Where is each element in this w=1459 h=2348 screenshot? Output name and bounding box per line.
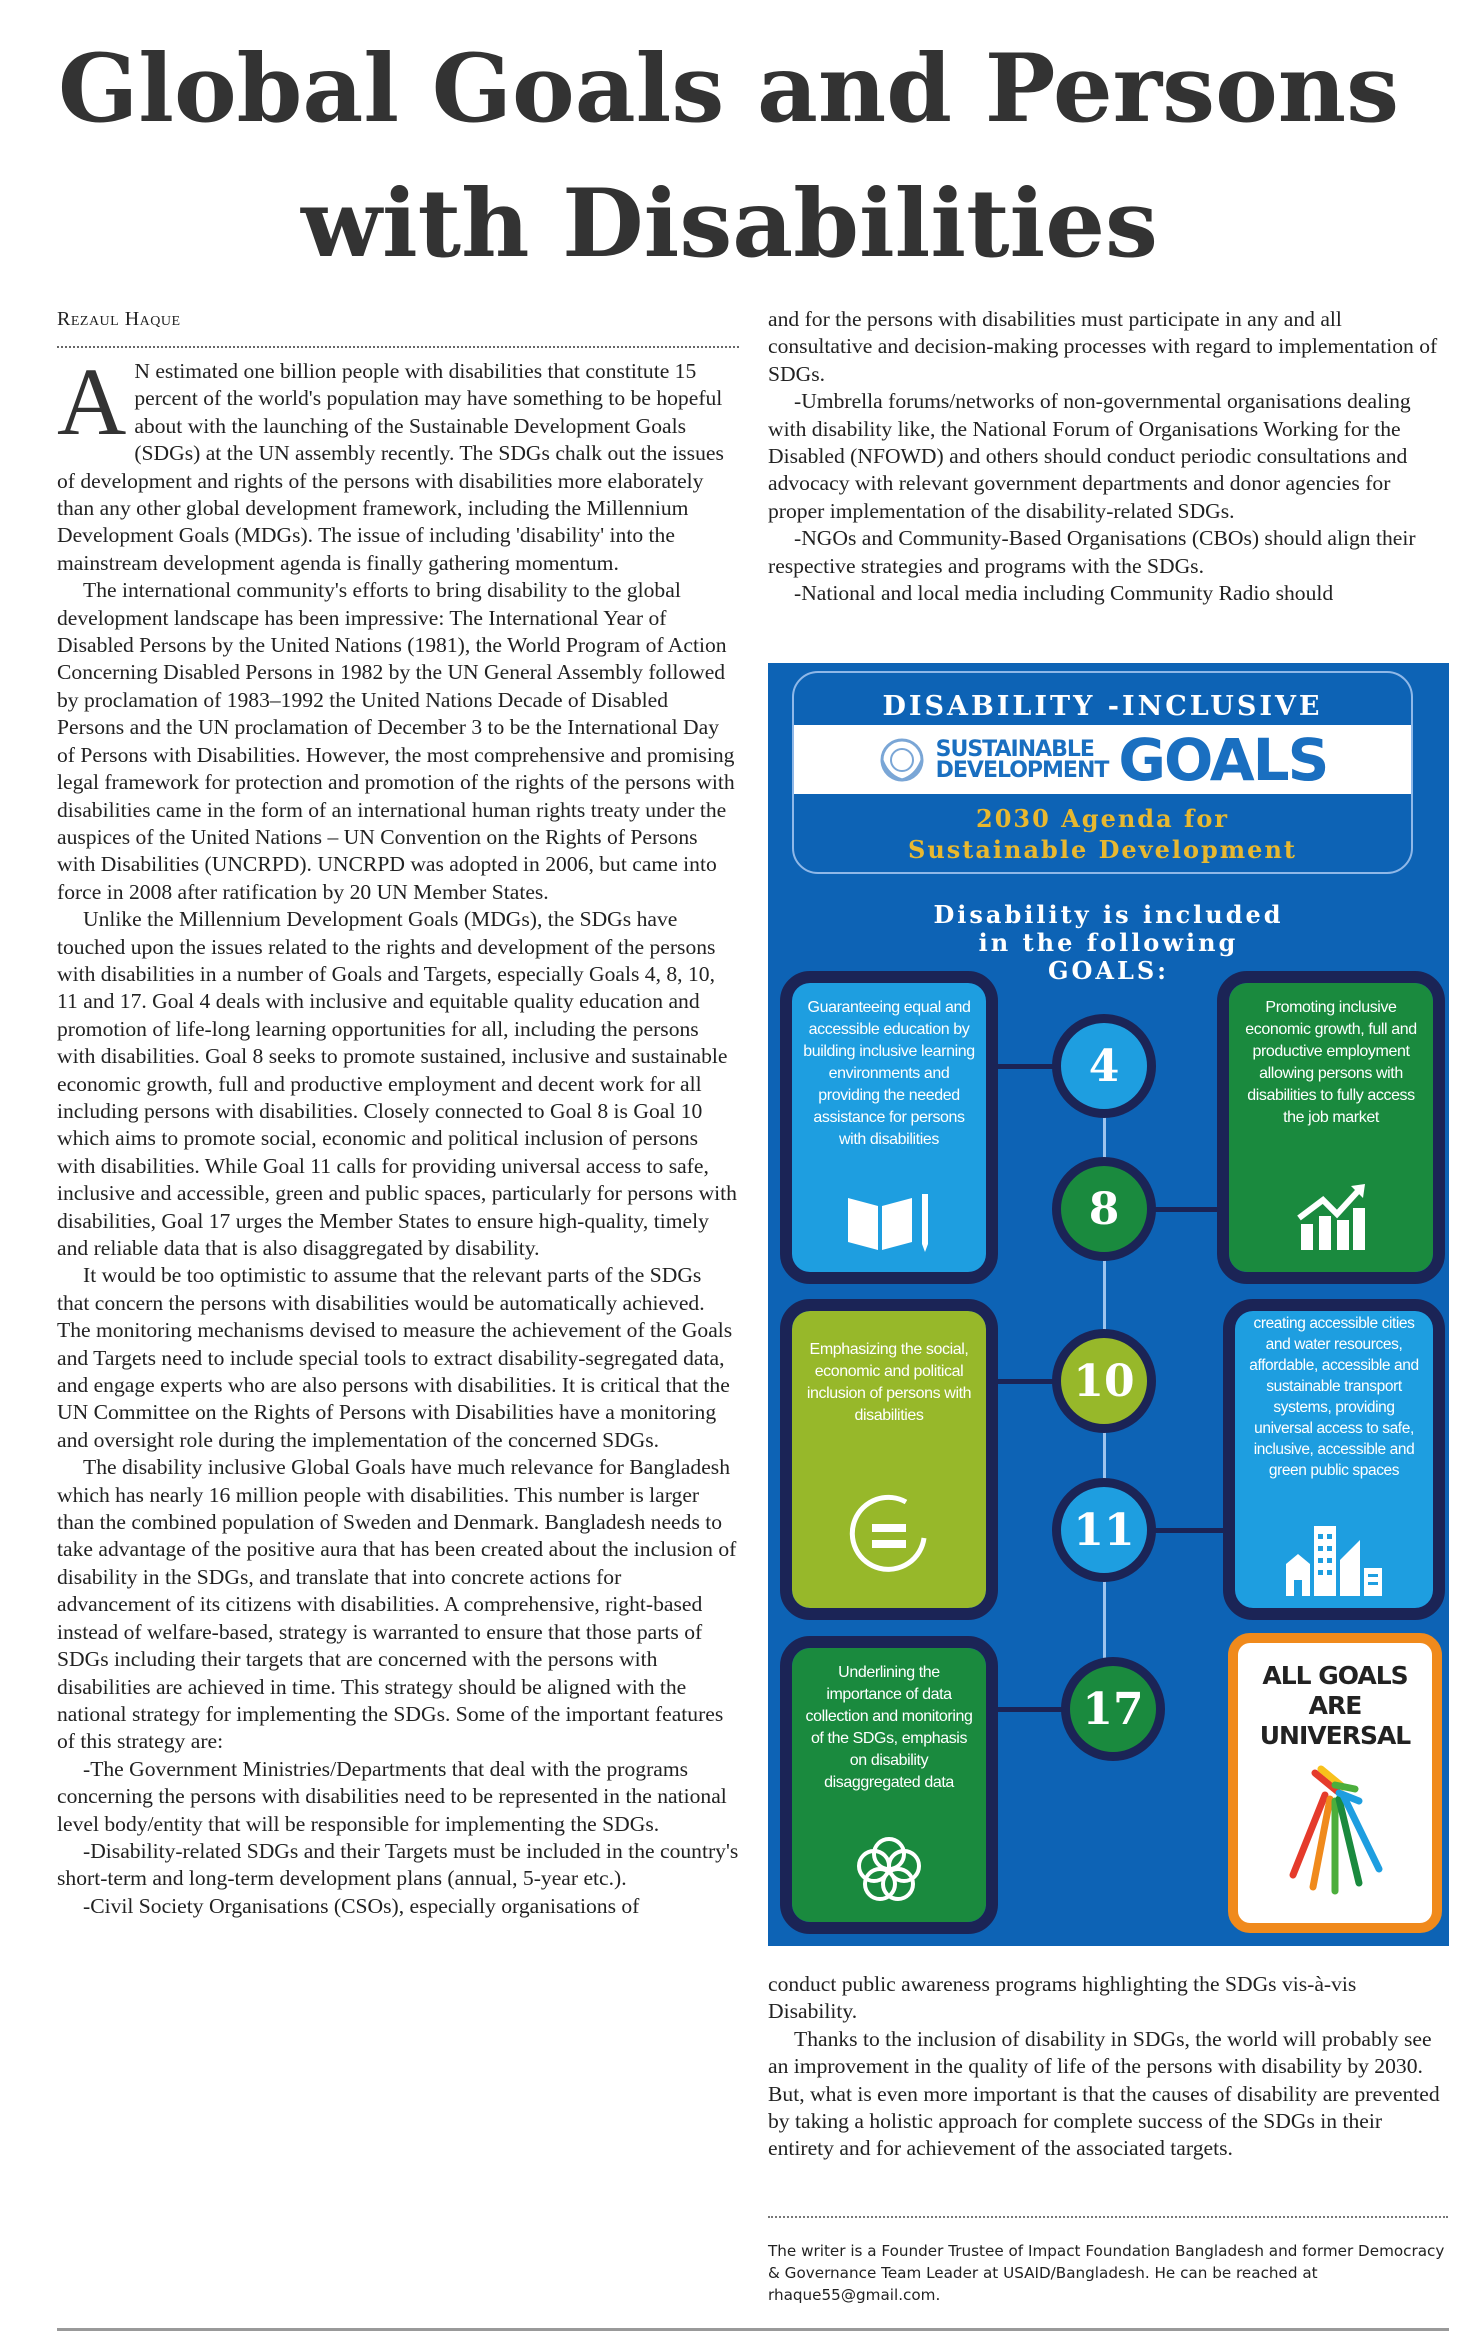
all-goals-universal-card [1228, 1633, 1442, 1933]
title-line-1: Global Goals and Persons [58, 34, 1400, 144]
paragraph: -The Government Ministries/Departments that deal with the programs concerning the persons with disabilities need to be represented in the national level body/entity that will be responsible for implementing the SDGs. [57, 1756, 727, 1836]
paragraph: -NGOs and Community-Based Organisations (CBOs) should align their respective strategies and programs with the SDGs. [768, 526, 1416, 578]
goal-card-inner [1235, 1311, 1433, 1608]
article-title [0, 22, 1459, 292]
universal-line-2: ARE [1308, 1691, 1362, 1720]
goal-17-circle: 17 [1061, 1657, 1165, 1761]
goal-card-inner [792, 983, 986, 1272]
book-pencil-icon [844, 1192, 934, 1254]
goal-4-text: Guaranteeing equal and accessible education by building inclusive learning environments and providing the needed assistance for persons with disabilities [803, 999, 975, 1148]
included-line-2: in the following [978, 928, 1239, 957]
goal-11-card [1223, 1299, 1445, 1620]
paragraph: -Disability-related SDGs and their Targets must be included in the country's short-term and long-term development plans (annual, 5-year etc.). [57, 1838, 739, 1891]
growth-chart-icon [1295, 1180, 1367, 1252]
included-line-3: GOALS: [1047, 956, 1170, 985]
agenda-text [794, 803, 1411, 865]
goal-10-circle: 10 [1052, 1329, 1156, 1433]
goal-17-card [780, 1636, 998, 1934]
author-footnote: The writer is a Founder Trustee of Impact Foundation Bangladesh and former Democracy & Governance Team Leader at USAID/Bangladesh. He can be reached at rhaque55@gmail.com. [768, 2216, 1448, 2306]
goal-8-card [1217, 971, 1445, 1284]
infographic-heading: DISABILITY -INCLUSIVE [882, 691, 1323, 722]
universal-line-3: UNIVERSAL [1259, 1721, 1411, 1750]
logo-line-2: DEVELOPMENT [935, 757, 1109, 783]
goal-10-card [780, 1299, 998, 1620]
drop-cap: A [57, 348, 127, 455]
right-column-bottom [768, 1971, 1448, 2163]
goal-4-card [780, 971, 998, 1284]
paragraph: -Umbrella forums/networks of non-governmental organisations dealing with disability like, the National Forum of Organisations Working for the Disabled (NFOWD) and others should conduct periodic consultations and advocacy with relevant government departments and donor agencies for proper implementation of the disability-related SDGs. [768, 389, 1411, 523]
paragraph: -National and local media including Community Radio should [794, 581, 1334, 606]
paragraph: Thanks to the inclusion of disability in SDGs, the world will probably see an improvement in the quality of life of the persons with disability by 2030. But, what is even more important is that the causes of disability are prevented by taking a holistic approach for complete success of the SDGs in their entirety and for achievement of the associated targets. [768, 2026, 1440, 2161]
logo-goals-word: GOALS [1118, 725, 1328, 794]
title-line-2: with Disabilities [301, 169, 1158, 279]
paragraph-text: N estimated one billion people with disabilities that constitute 15 percent of the world's population may have something to be hopeful about with the launching of the Sustainable Development Goals (SDGs) at the UN assembly recently. The SDGs chalk out the issues of development and rights of the persons with disabilities more elaborately than any other global development framework, including the Millennium Development Goals (MDGs). The issue of including 'disability' into the mainstream development agenda is finally gathering momentum. [57, 359, 724, 575]
paragraph: and for the persons with disabilities must participate in any and all consultative and decision-making processes with regard to implementation of SDGs. [768, 307, 1438, 386]
paragraph: conduct public awareness programs highlighting the SDGs vis-à-vis Disability. [768, 1972, 1357, 2024]
equality-icon [846, 1492, 932, 1578]
paragraph: It would be too optimistic to assume that the relevant parts of the SDGs that concern the persons with disabilities would be automatically achieved. The monitoring mechanisms devised to measure the achievement of the Goals and Targets need to include special tools to extract disability-segregated data, and engage experts who are also persons with disabilities. It is critical that the UN Committee on the Rights of Persons with Disabilities have a monitoring and oversight role during the implementation of the concerned SDGs. [57, 1263, 733, 1452]
goal-8-text: Promoting inclusive economic growth, full and productive employment allowing persons with disabilities to fully access the job market [1245, 999, 1417, 1126]
included-line-1: Disability is included [933, 900, 1284, 929]
right-column-top [768, 306, 1448, 607]
infographic-header [792, 671, 1413, 874]
sdg-logo-text [935, 736, 1109, 783]
paragraph: Unlike the Millennium Development Goals (MDGs), the SDGs have touched upon the issues related to the rights and development of the persons with disabilities in a number of Goals and Targets, especially Goals 4, 8, 10, 11 and 17. Goal 4 deals with inclusive and equitable quality education and promotion of life-long learning opportunities for all, including the persons with disabilities. Goal 8 seeks to promote sustained, inclusive and sustainable economic growth, full and productive employment and decent work for all including persons with disabilities. Closely connected to Goal 8 is Goal 10 which aims to promote social, economic and political inclusion of persons with disabilities. While Goal 11 calls for providing universal access to safe, inclusive and accessible, green and public spaces, particularly for persons with disabilities, Goal 17 urges the Member States to ensure high-quality, timely and reliable data that is also disaggregated by disability. [57, 907, 737, 1260]
un-emblem-icon [878, 736, 926, 784]
sdg-logo-band [794, 725, 1411, 794]
goal-card-inner [792, 1648, 986, 1922]
bottom-rule [57, 2328, 1449, 2331]
city-buildings-icon [1284, 1524, 1384, 1596]
goal-11-circle: 11 [1052, 1478, 1156, 1582]
paragraph: The disability inclusive Global Goals have much relevance for Bangladesh which has nearly 16 million people with disabilities. This number is larger than the combined population of Sweden and Denmark. Bangladesh needs to take advantage of the positive aura that has been created about the inclusion of disability in the SDGs, and translate that into concrete actions for advancement of its citizens with disabilities. A comprehensive, right-based instead of welfare-based, strategy is warranted to ensure that those parts of SDGs including their targets that are concerned with the persons with disabilities are achieved in time. This strategy should be aligned with the national strategy for implementing the SDGs. Some of the important features of this strategy are: [57, 1455, 737, 1754]
colorful-hand-icon [1275, 1765, 1395, 1895]
flower-rings-icon [852, 1832, 926, 1906]
universal-line-1: ALL GOALS [1262, 1661, 1408, 1690]
dotted-divider [57, 346, 739, 348]
goal-8-circle: 8 [1052, 1157, 1156, 1261]
left-column [57, 306, 739, 1920]
logo-line-1: SUSTAINABLE [935, 736, 1094, 762]
goal-11-text: creating accessible cities and water resources, affordable, accessible and sustainable transport systems, providing universal access to safe, inclusive, accessible and green public spaces [1249, 1315, 1419, 1479]
goal-4-circle: 4 [1052, 1014, 1156, 1118]
paragraph [57, 348, 739, 577]
paragraph: -Civil Society Organisations (CSOs), especially organisations of [83, 1893, 640, 1918]
agenda-line-2: Sustainable Development [908, 835, 1297, 864]
goal-card-inner [1229, 983, 1433, 1272]
goal-10-text: Emphasizing the social, economic and political inclusion of persons with disabilities [806, 1341, 972, 1424]
goal-17-text: Underlining the importance of data collection and monitoring of the SDGs, emphasis on disability disaggregated data [805, 1664, 973, 1791]
sdg-infographic [768, 663, 1449, 1946]
agenda-line-1: 2030 Agenda for [976, 804, 1229, 833]
goal-card-inner [792, 1311, 986, 1608]
paragraph: The international community's efforts to bring disability to the global development landscape has been impressive: The International Year of Disabled Persons by the United Nations (1981), the World Program of Action Concerning Disabled Persons in 1982 by the UN General Assembly followed by proclamation of 1983–1992 the United Nations Decade of Disabled Persons and the UN proclamation of December 3 to be the International Day of Persons with Disabilities. However, the most comprehensive and promising legal framework for protection and promotion of the rights of the persons with disabilities came in the form of an international human rights treaty under the auspices of the United Nations – UN Convention on the Rights of Persons with Disabilities (UNCRPD). UNCRPD was adopted in 2006, but came into force in 2008 after ratification by 20 UN Member States. [57, 578, 735, 904]
byline: Rezaul Haque [57, 308, 181, 330]
